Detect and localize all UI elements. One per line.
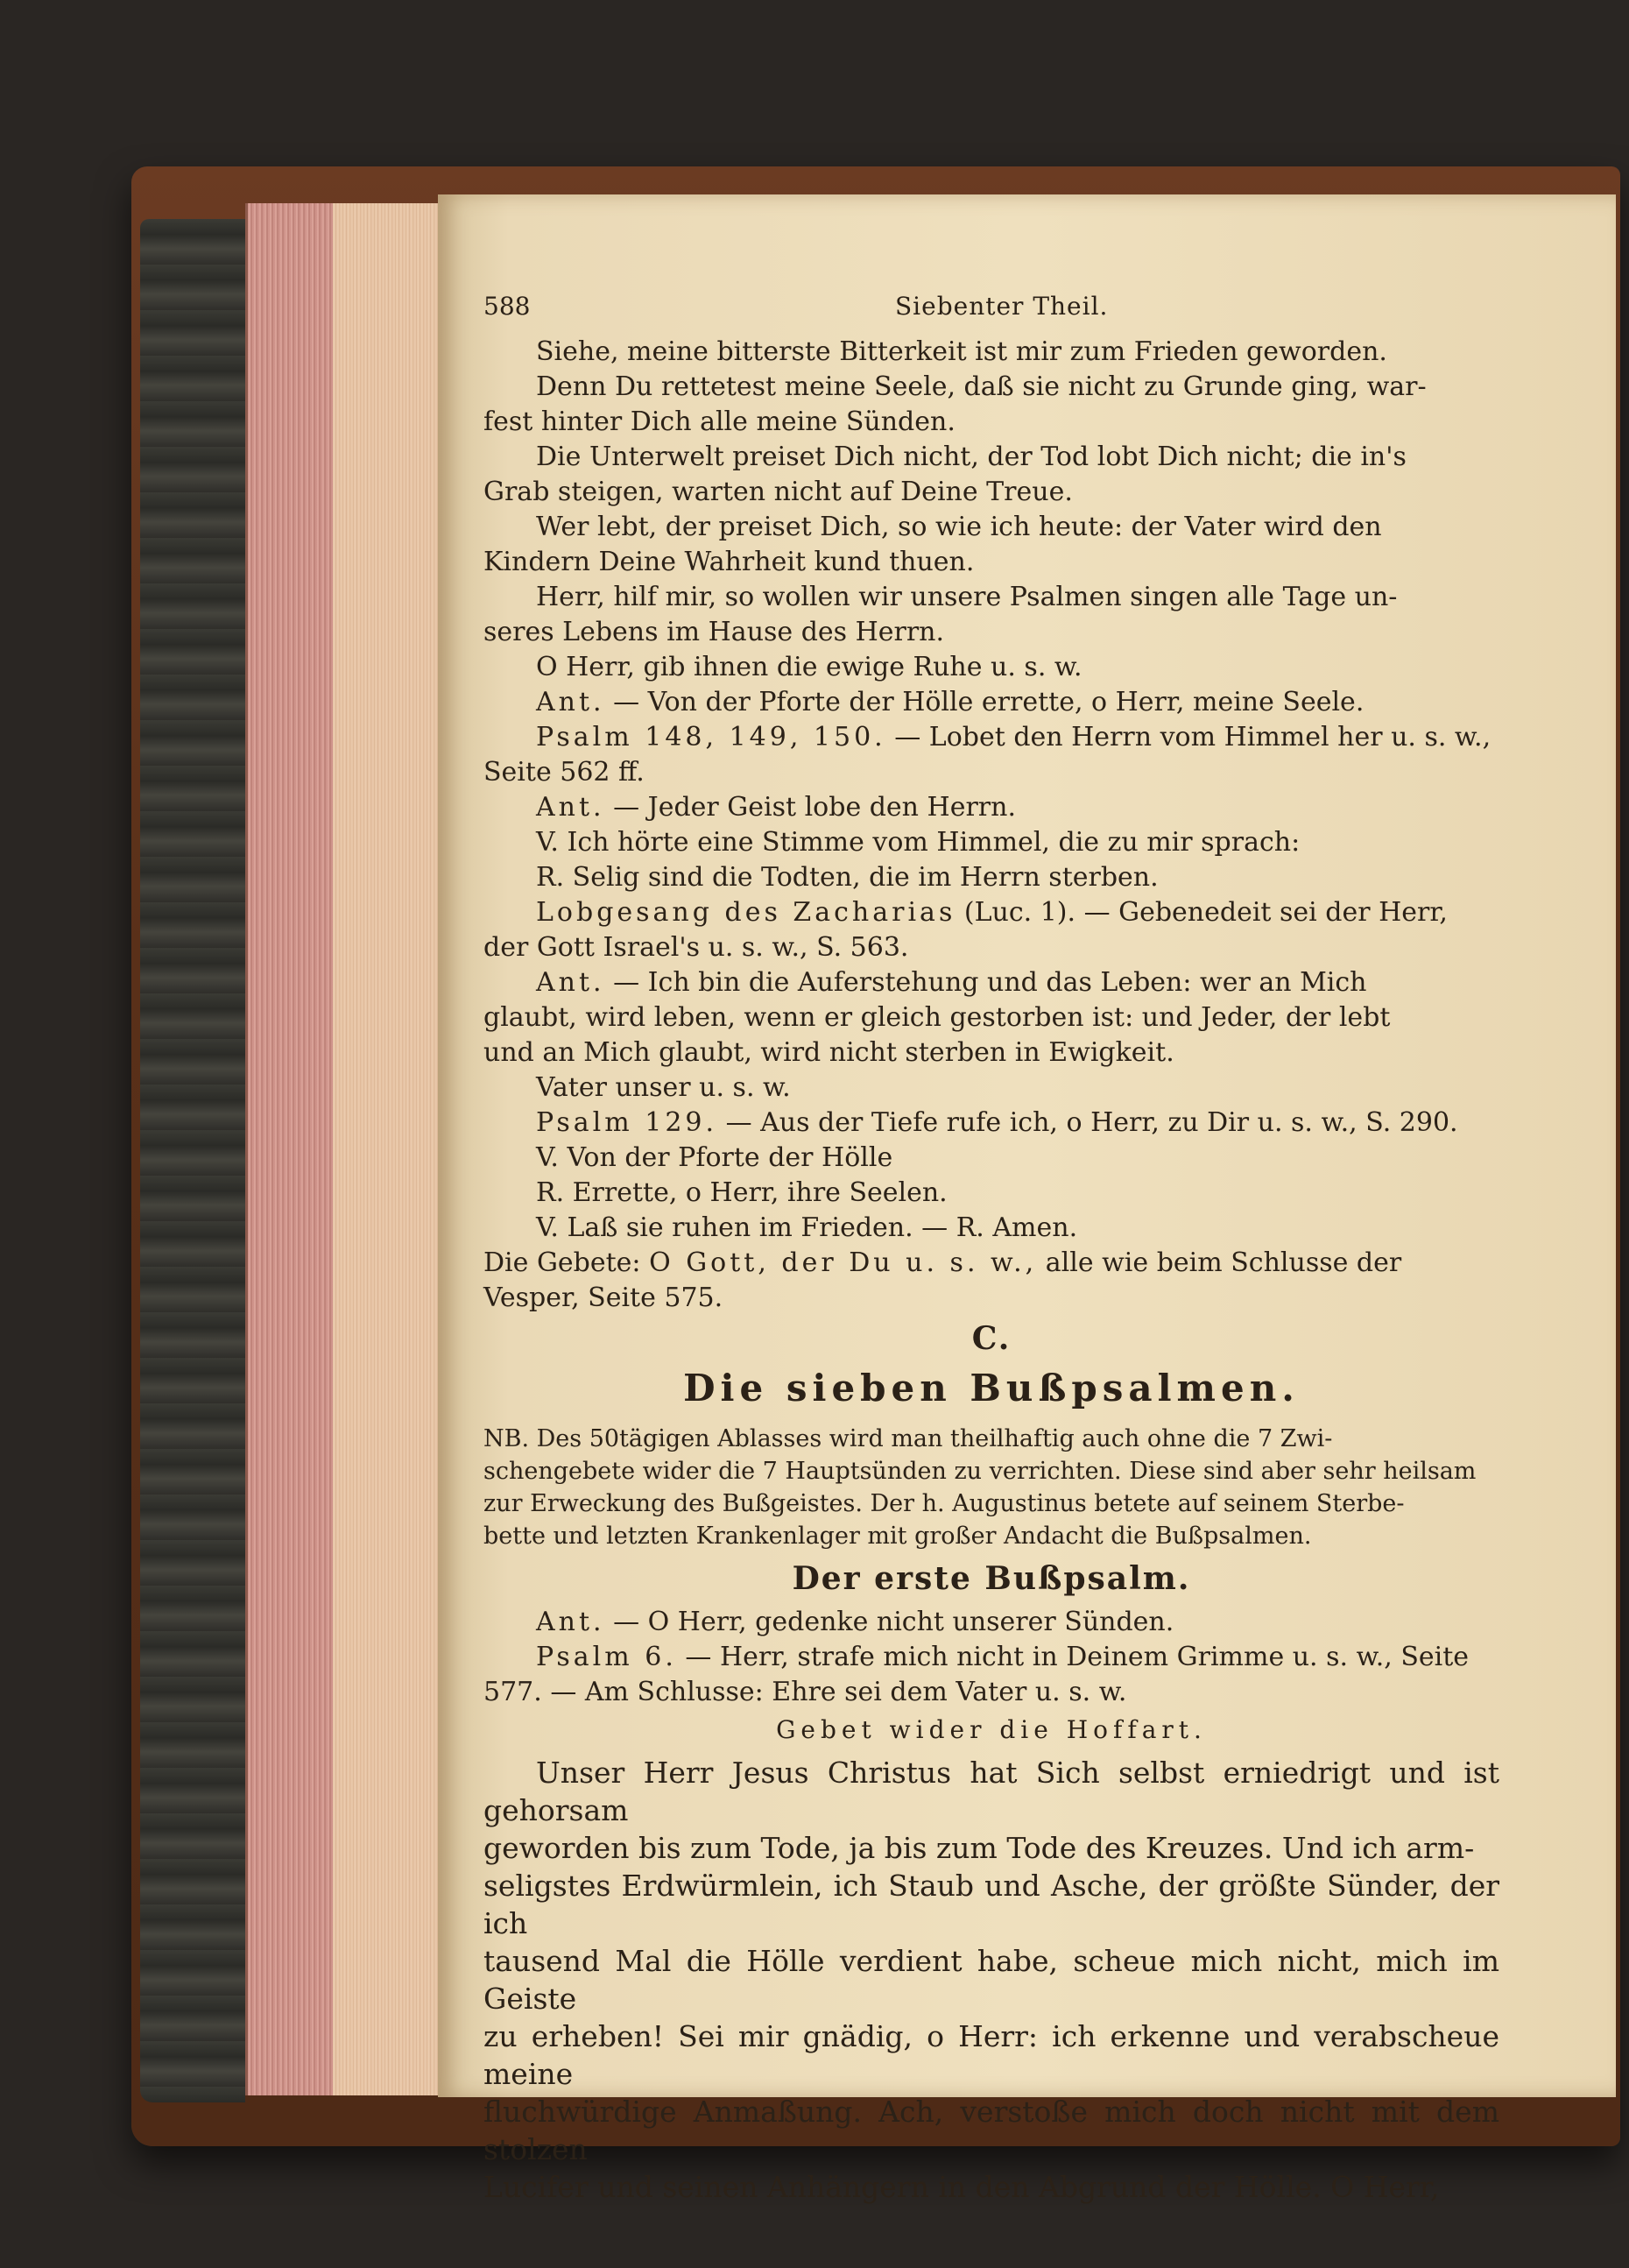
- ant-label: Ant.: [536, 687, 605, 717]
- running-header: [483, 289, 1499, 335]
- page-number: 588: [483, 292, 531, 321]
- antiphon-1: [483, 685, 1499, 720]
- psalm-text: — Aus der Tiefe rufe ich, o Herr, zu Dir u. s. w., S. 290.: [725, 1107, 1458, 1138]
- prayers-rest: alle wie beim Schlusse der Vesper, Seite 575.: [483, 1247, 1402, 1313]
- psalm-text: — Herr, strafe mich nicht in Deinem Grimme u. s. w., Seite 577. — Am Schlusse: Ehre sei dem Vater u. s. w.: [483, 1642, 1470, 1707]
- verse-line: Wer lebt, der preiset Dich, so wie ich heute: der Vater wird den Kindern Deine Wahrheit kund thuen.: [483, 512, 1382, 577]
- psalm-label: Psalm 148, 149, 150.: [536, 722, 886, 752]
- response-2: R. Errette, o Herr, ihre Seelen.: [536, 1177, 948, 1208]
- prayers-line: [483, 1246, 1499, 1316]
- ant-label: Ant.: [536, 792, 605, 823]
- verse-line: Siehe, meine bitterste Bitterkeit ist mir zum Frieden geworden.: [536, 336, 1387, 367]
- ant-text: — Jeder Geist lobe den Herrn.: [613, 792, 1016, 823]
- first-psalm-title: Der erste Bußpsalm.: [792, 1560, 1191, 1597]
- verse-line: Herr, hilf mir, so wollen wir unsere Psalmen singen alle Tage un- seres Lebens im Hause des Herrn.: [483, 582, 1398, 647]
- verse-line: O Herr, gib ihnen die ewige Ruhe u. s. w.: [536, 652, 1082, 682]
- page-gutter: [333, 203, 440, 2095]
- prayer-text: Unser Herr Jesus Christus hat Sich selbst erniedrigt und ist gehorsam geworden bis zum Tode, ja bis zum Tode des Kreuzes. Und ich arm- seligstes Erdwürmlein, ich Staub und Asche, der größte Sünder, der ich tausend Mal die Hölle verdient habe, scheue mich nicht, mich im Geiste zu erheben! Sei mir gnädig, o Herr: ich erkenne und verabscheue meine fluchwürdige Anmaßung. Ach, verstoße mich doch nicht mit dem stolzen Lucifer und seinen Anhängern in den Abgrund der Hölle. O Herr,: [483, 1756, 1499, 2204]
- prayers-intro: Die Gebete:: [483, 1247, 641, 1278]
- psalm-text: — Lobet den Herrn vom Himmel her u. s. w., Seite 562 ff.: [483, 722, 1491, 788]
- page-text: [483, 289, 1499, 2206]
- canticle-text: (Luc. 1). — Gebenedeit sei der Herr, der Gott Israel's u. s. w., S. 563.: [483, 897, 1448, 963]
- canticle-ref: [483, 895, 1499, 965]
- psalm-129-ref: [483, 1106, 1499, 1141]
- psalm-148-ref: [483, 720, 1499, 790]
- antiphon-3: [483, 965, 1499, 1070]
- running-head-title: Siebenter Theil.: [895, 292, 1109, 321]
- section-note: NB. Des 50tägigen Ablasses wird man theilhaftig auch ohne die 7 Zwi- schengebete wider die 7 Hauptsünden zu verrichten. Diese sind aber sehr heilsam zur Erweckung des Bußgeistes. Der h. Augustinus betete auf seinem Sterbe- bette und letzten Krankenlager mit großer Andacht die Bußpsalmen.: [483, 1425, 1477, 1550]
- prayer-heading: Gebet wider die Hoffart.: [776, 1715, 1207, 1744]
- book-spine: [140, 219, 245, 2102]
- response-1: R. Selig sind die Todten, die im Herrn sterben.: [536, 862, 1159, 893]
- psalm-label: Psalm 6.: [536, 1642, 677, 1672]
- ant-label: Ant.: [536, 967, 605, 998]
- section-letter: C.: [971, 1320, 1012, 1357]
- ant-text: — Ich bin die Auferstehung und das Leben: wer an Mich glaubt, wird leben, wenn er gleich gestorben ist: und Jeder, der lebt und an Mich glaubt, wird nicht sterben in Ewigkeit.: [483, 967, 1391, 1068]
- psalm-6-ref: [483, 1640, 1499, 1710]
- verse-line: Die Unterwelt preiset Dich nicht, der Tod lobt Dich nicht; die in's Grab steigen, warten nicht auf Deine Treue.: [483, 442, 1407, 507]
- ant-text: — O Herr, gedenke nicht unserer Sünden.: [613, 1607, 1174, 1637]
- section-title: Die sieben Bußpsalmen.: [683, 1367, 1300, 1410]
- ant-label: Ant.: [536, 1607, 605, 1637]
- versicle-1: V. Ich hörte eine Stimme vom Himmel, die zu mir sprach:: [536, 827, 1301, 858]
- verse-line: Denn Du rettetest meine Seele, daß sie nicht zu Grunde ging, war- fest hinter Dich alle meine Sünden.: [483, 371, 1427, 437]
- prayers-spaced: O Gott, der Du u. s. w.,: [649, 1247, 1038, 1278]
- psalm-label: Psalm 129.: [536, 1107, 718, 1138]
- first-psalm-antiphon: [483, 1605, 1499, 1640]
- canticle-label: Lobgesang des Zacharias: [536, 897, 956, 928]
- versicle-2: V. Von der Pforte der Hölle: [536, 1142, 893, 1173]
- pater-noster: Vater unser u. s. w.: [536, 1072, 791, 1103]
- versicle-3: V. Laß sie ruhen im Frieden. — R. Amen.: [536, 1212, 1078, 1243]
- antiphon-2: [483, 790, 1499, 825]
- ant-text: — Von der Pforte der Hölle errette, o Herr, meine Seele.: [613, 687, 1365, 717]
